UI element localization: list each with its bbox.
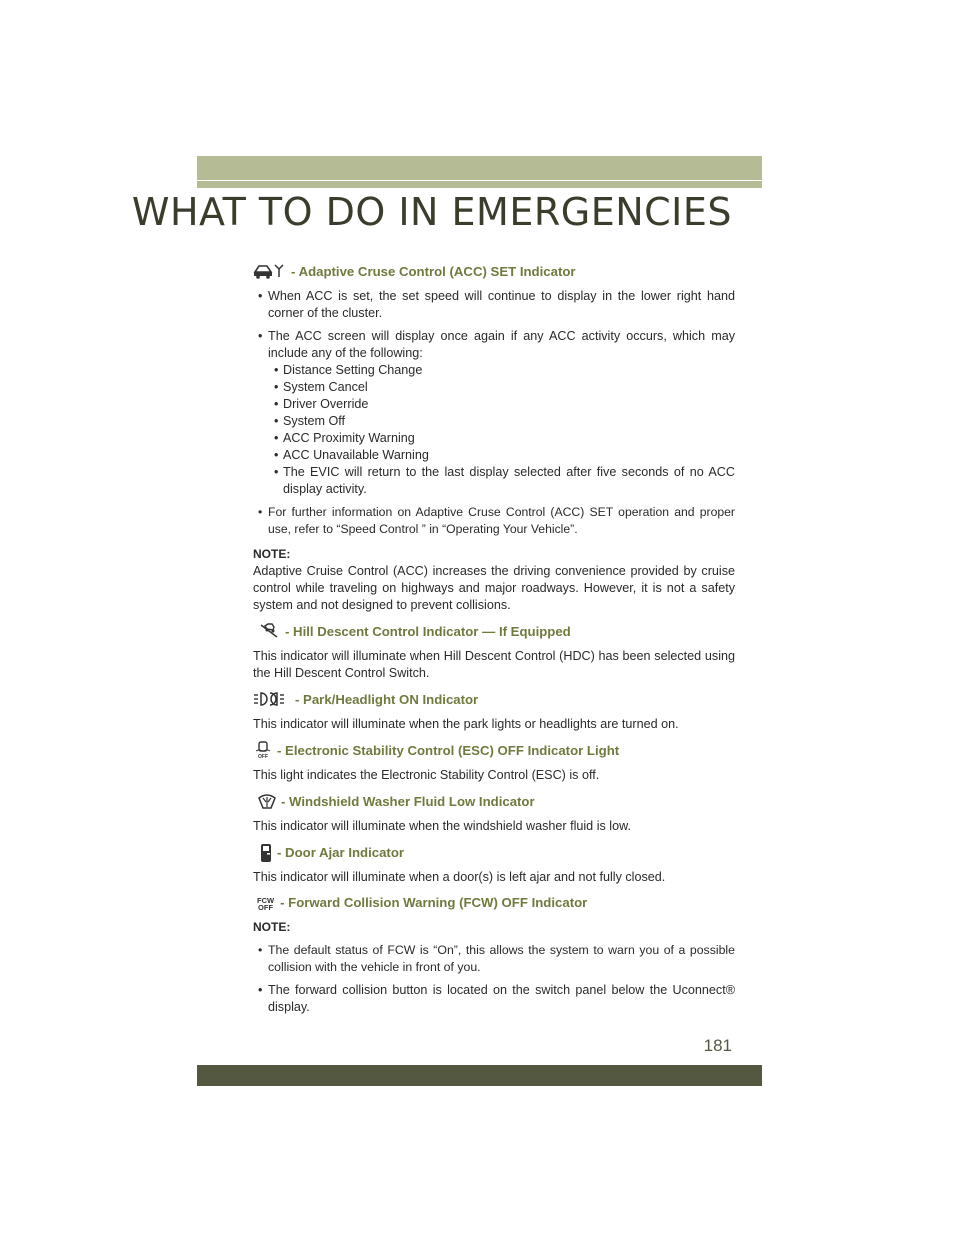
list-item: • ACC Proximity Warning bbox=[268, 430, 735, 447]
door-section bbox=[253, 843, 735, 886]
washer-section bbox=[253, 792, 735, 835]
acc-bullet-2-text: The ACC screen will display once again if any ACC activity occurs, which may include any of the following: bbox=[268, 329, 735, 360]
list-item: • Distance Setting Change bbox=[268, 362, 735, 379]
esc-heading bbox=[253, 741, 735, 759]
fcw-off-icon bbox=[257, 897, 274, 911]
header-band bbox=[197, 156, 762, 180]
washer-heading-text: - Windshield Washer Fluid Low Indicator bbox=[281, 794, 535, 809]
footer-band bbox=[197, 1065, 762, 1086]
fcw-bullet-2: • The forward collision button is located on the switch panel below the Uconnect® display. bbox=[253, 982, 735, 1016]
park-heading bbox=[253, 690, 735, 708]
esc-text: This light indicates the Electronic Stability Control (ESC) is off. bbox=[253, 768, 600, 782]
fcw-heading bbox=[253, 894, 735, 911]
acc-heading-text: - Adaptive Cruse Control (ACC) SET Indicator bbox=[291, 264, 576, 279]
door-heading-text: - Door Ajar Indicator bbox=[277, 845, 405, 860]
park-heading-text: - Park/Headlight ON Indicator bbox=[295, 692, 479, 707]
section-title: WHAT TO DO IN EMERGENCIES bbox=[131, 190, 732, 234]
acc-set-icon bbox=[253, 262, 287, 280]
acc-bullet-1: • When ACC is set, the set speed will continue to display in the lower right hand corner of the cluster. bbox=[253, 288, 735, 322]
page-number: 181 bbox=[703, 1036, 732, 1055]
acc-note-text: Adaptive Cruise Control (ACC) increases the driving convenience provided by cruise control while traveling on highways and major roadways. However, it is not a safety system and not designed to prevent collisions. bbox=[253, 564, 735, 612]
svg-text:OFF: OFF bbox=[258, 754, 268, 759]
hdc-heading-text: - Hill Descent Control Indicator — If Equipped bbox=[285, 624, 571, 639]
hill-descent-icon bbox=[259, 622, 281, 640]
door-ajar-icon bbox=[259, 843, 273, 861]
hdc-section bbox=[253, 622, 735, 682]
esc-off-icon bbox=[253, 741, 273, 759]
acc-heading bbox=[253, 262, 735, 280]
list-item: • Driver Override bbox=[268, 396, 735, 413]
acc-section bbox=[253, 262, 735, 614]
fcw-heading-text: - Forward Collision Warning (FCW) OFF Indicator bbox=[280, 895, 588, 910]
esc-heading-text: - Electronic Stability Control (ESC) OFF Indicator Light bbox=[277, 743, 620, 758]
list-item: • ACC Unavailable Warning bbox=[268, 447, 735, 464]
washer-fluid-icon bbox=[257, 792, 277, 810]
door-text: This indicator will illuminate when a door(s) is left ajar and not fully closed. bbox=[253, 870, 666, 884]
fcw-icon-top: FCW bbox=[257, 896, 275, 905]
hdc-heading bbox=[253, 622, 735, 640]
fcw-icon-bottom: OFF bbox=[258, 903, 274, 912]
list-item: • System Cancel bbox=[268, 379, 735, 396]
fcw-note-label: NOTE: bbox=[253, 920, 291, 934]
washer-heading bbox=[253, 792, 735, 810]
washer-text: This indicator will illuminate when the windshield washer fluid is low. bbox=[253, 819, 631, 833]
fcw-bullet-1: • The default status of FCW is “On”, this allows the system to warn you of a possible collision with the vehicle in front of you. bbox=[253, 942, 735, 976]
park-headlight-icon bbox=[253, 690, 291, 708]
park-section bbox=[253, 690, 735, 733]
acc-bullet-3: • For further information on Adaptive Cruse Control (ACC) SET operation and proper use, refer to “Speed Control ” in “Operating Your Vehicle”. bbox=[253, 504, 735, 538]
header-rule bbox=[197, 181, 762, 188]
list-item: • The EVIC will return to the last display selected after five seconds of no ACC display activity. bbox=[268, 464, 735, 498]
acc-activity-list bbox=[268, 362, 735, 498]
hdc-text: This indicator will illuminate when Hill Descent Control (HDC) has been selected using the Hill Descent Control Switch. bbox=[253, 649, 735, 680]
acc-bullet-2 bbox=[253, 328, 735, 498]
list-item: • System Off bbox=[268, 413, 735, 430]
fcw-section bbox=[253, 894, 735, 1016]
acc-note-label: NOTE: bbox=[253, 547, 291, 561]
park-text: This indicator will illuminate when the park lights or headlights are turned on. bbox=[253, 717, 679, 731]
page-content bbox=[253, 262, 735, 1022]
door-heading bbox=[253, 843, 735, 861]
esc-section bbox=[253, 741, 735, 784]
